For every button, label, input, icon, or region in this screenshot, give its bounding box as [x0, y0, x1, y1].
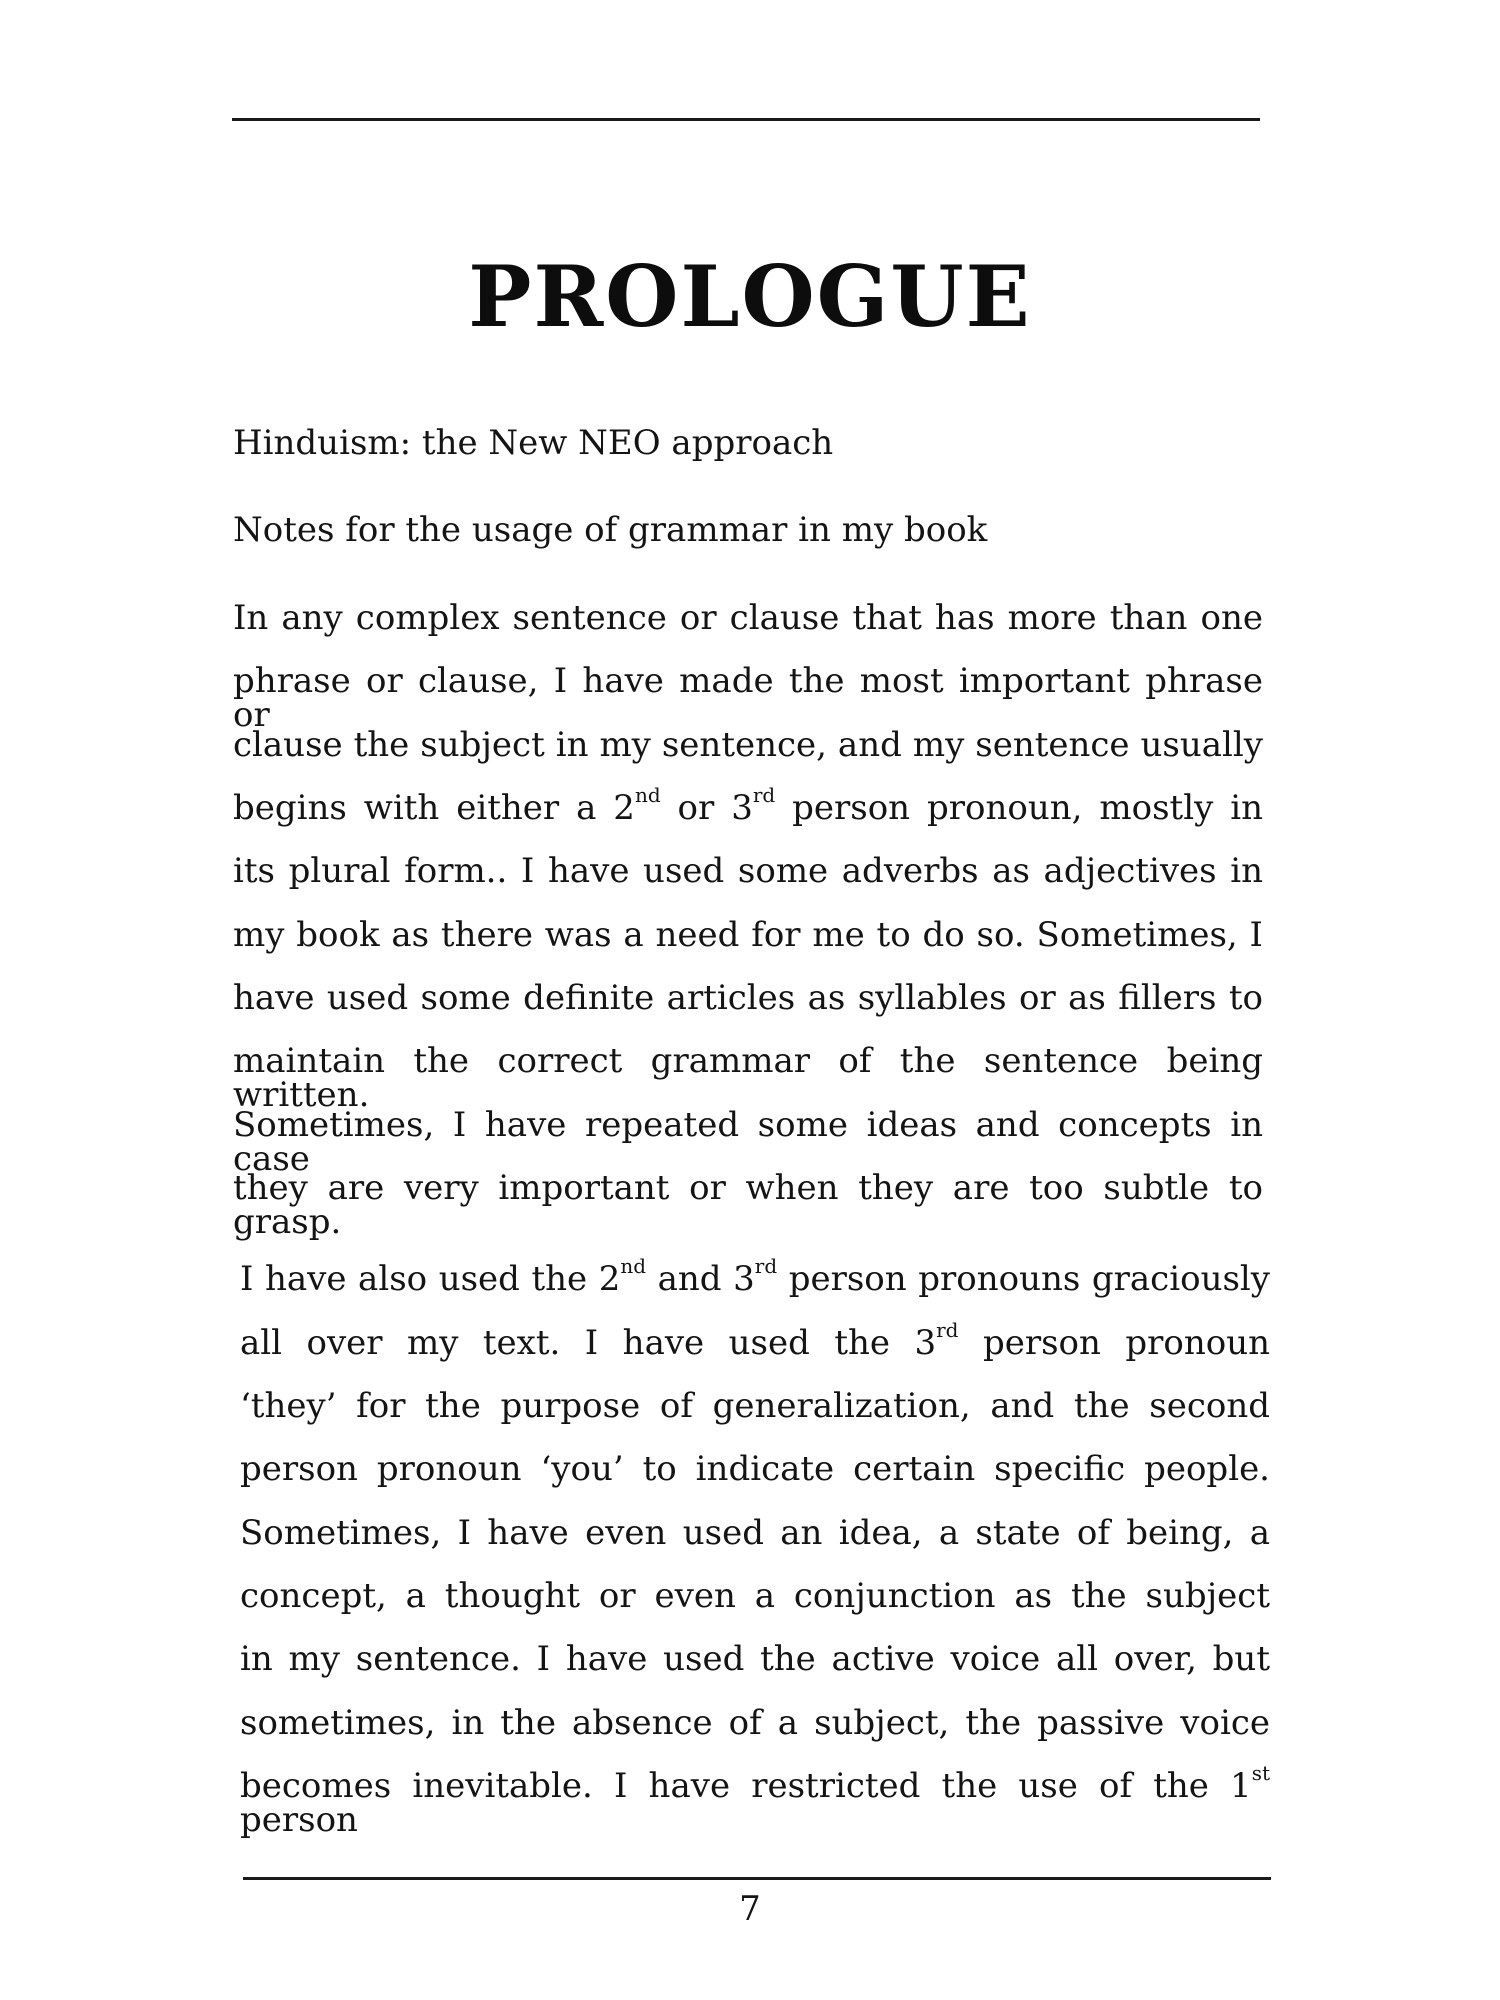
page-number: 7	[739, 1889, 761, 1929]
page-title: PROLOGUE	[468, 247, 1032, 346]
paragraph-line: my book as there was a need for me to do so. Sometimes, I	[233, 915, 1263, 955]
paragraph-line: have used some definite articles as syllables or as fillers to	[233, 978, 1263, 1018]
paragraph-line: clause the subject in my sentence, and my sentence usually	[233, 725, 1263, 765]
paragraph-line: maintain the correct grammar of the sentence being written.	[233, 1041, 1263, 1115]
paragraph-line: Sometimes, I have even used an idea, a state of being, a	[240, 1513, 1270, 1553]
paragraph-line: its plural form.. I have used some adverbs as adjectives in	[233, 851, 1263, 891]
paragraph-line: concept, a thought or even a conjunction as the subject	[240, 1576, 1270, 1616]
paragraph-line: In any complex sentence or clause that has more than one	[233, 598, 1263, 638]
paragraph-line: sometimes, in the absence of a subject, the passive voice	[240, 1703, 1270, 1743]
subtitle: Hinduism: the New NEO approach	[233, 423, 834, 463]
paragraph-line: phrase or clause, I have made the most important phrase or	[233, 661, 1263, 735]
paragraph-line: I have also used the 2nd and 3rd person pronouns graciously	[240, 1254, 1270, 1299]
paragraph-line: becomes inevitable. I have restricted the use of the 1st person	[240, 1761, 1270, 1840]
paragraph-line: person pronoun ‘you’ to indicate certain specific people.	[240, 1449, 1270, 1489]
paragraph-line: Sometimes, I have repeated some ideas and concepts in case	[233, 1105, 1263, 1179]
paragraph-line: they are very important or when they are too subtle to grasp.	[233, 1168, 1263, 1242]
paragraph-line: all over my text. I have used the 3rd person pronoun	[240, 1318, 1271, 1363]
bottom-rule	[243, 1877, 1271, 1880]
top-rule	[232, 118, 1260, 121]
paragraph-line: in my sentence. I have used the active voice all over, but	[240, 1639, 1270, 1679]
paragraph-line: ‘they’ for the purpose of generalization, and the second	[240, 1386, 1270, 1426]
paragraph-line: begins with either a 2nd or 3rd person pronoun, mostly in	[233, 783, 1263, 828]
notes-heading: Notes for the usage of grammar in my book	[233, 510, 988, 550]
